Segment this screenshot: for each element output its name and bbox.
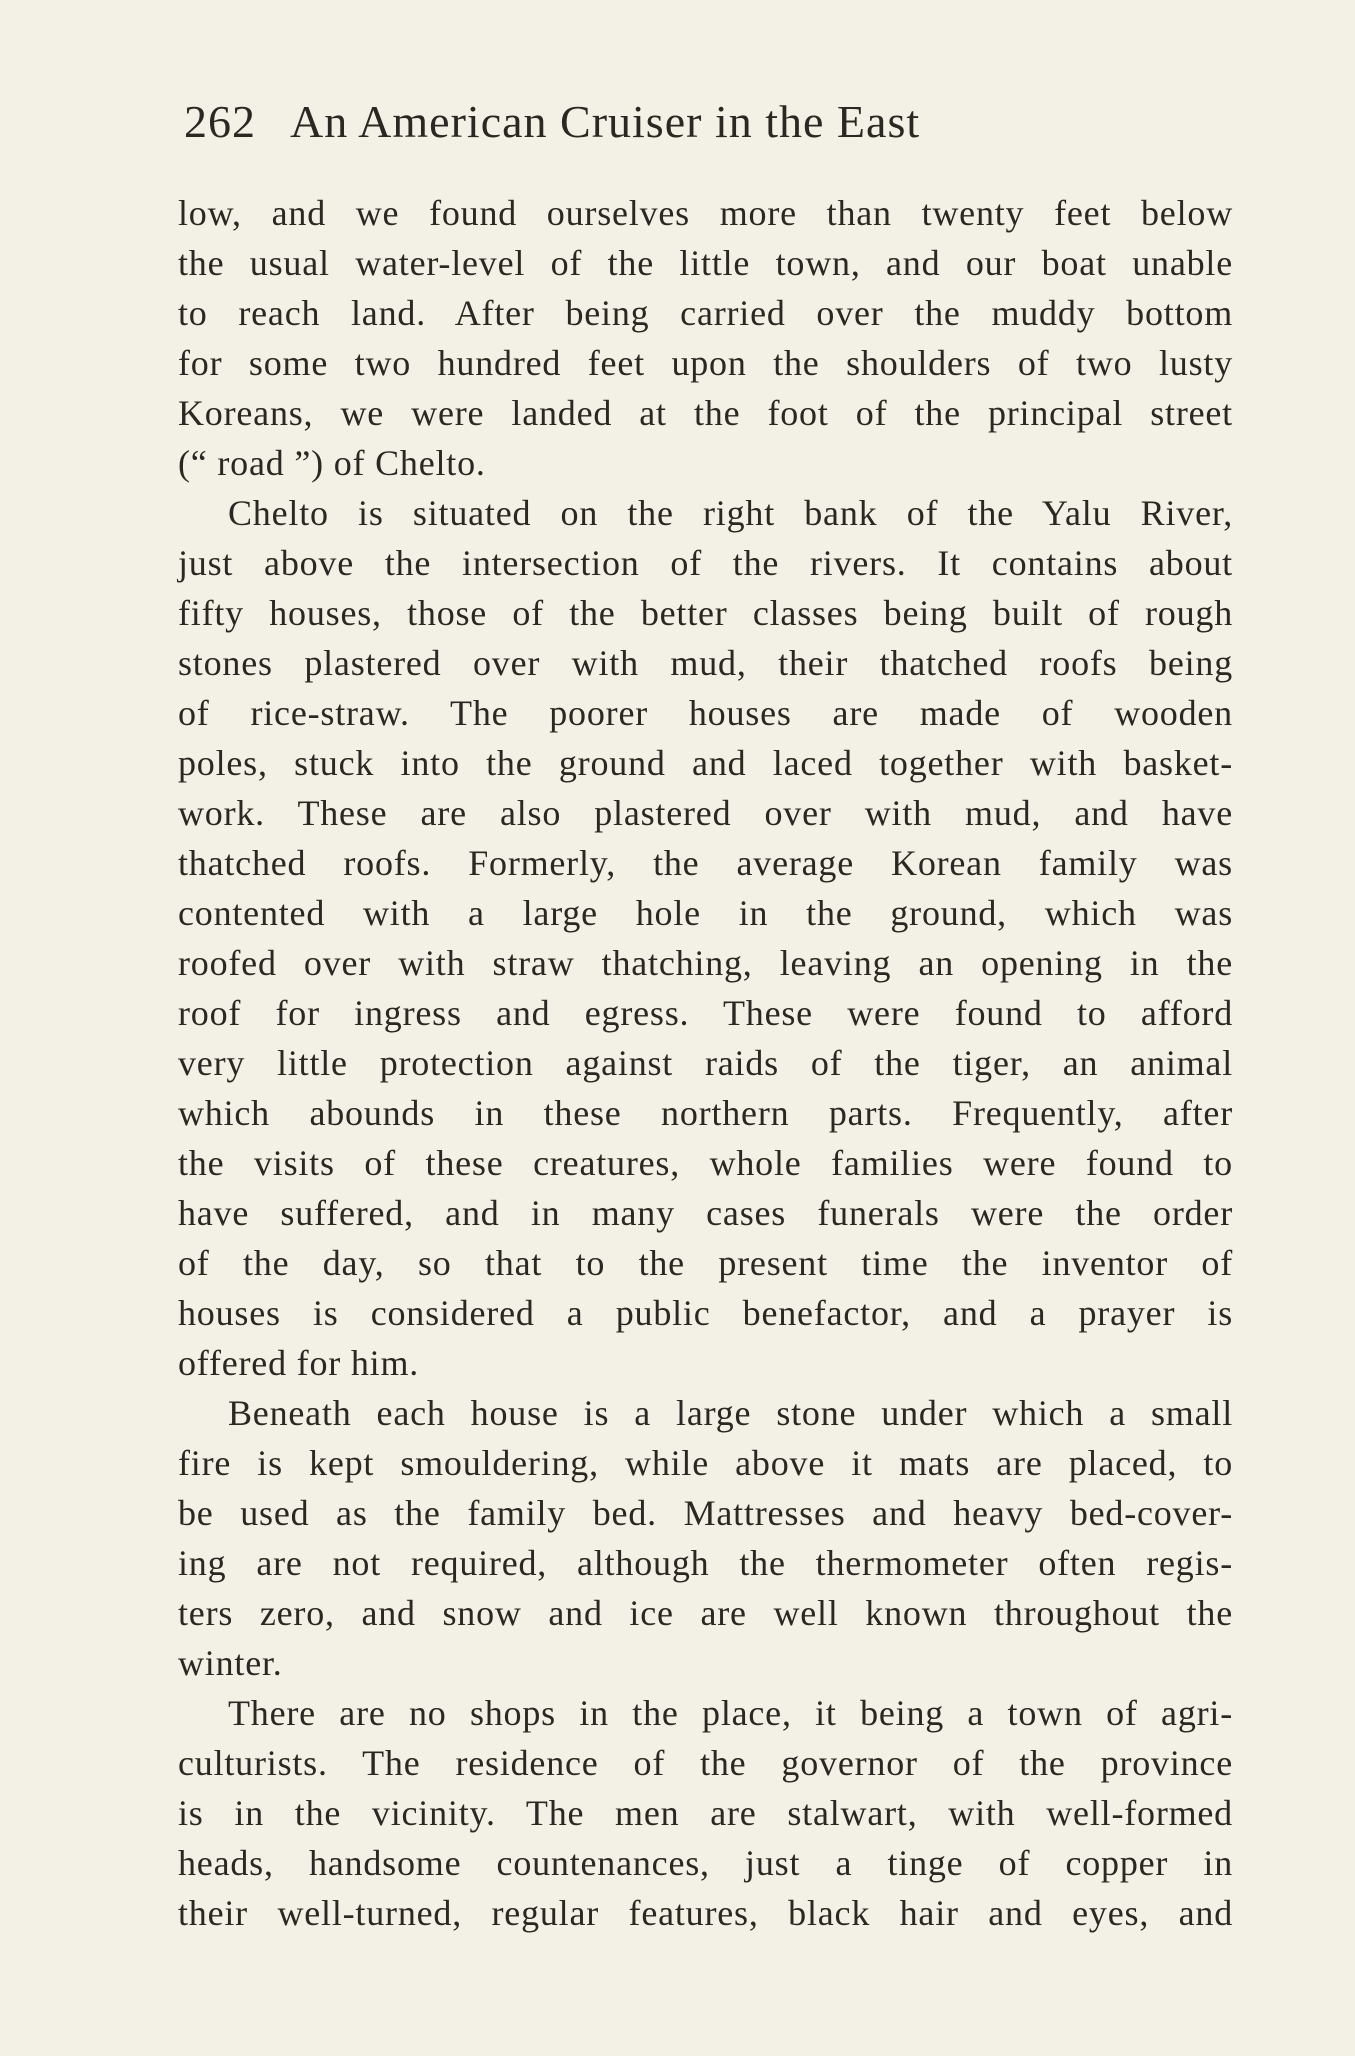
text-line: for some two hundred feet upon the shoulders of two lusty bbox=[178, 343, 1233, 383]
text-line: the visits of these creatures, whole families were found to bbox=[178, 1143, 1233, 1183]
text-line: stones plastered over with mud, their thatched roofs being bbox=[178, 643, 1233, 683]
text-line: culturists. The residence of the governor of the province bbox=[178, 1743, 1233, 1783]
text-line: Chelto is situated on the right bank of the Yalu River, bbox=[228, 493, 1233, 533]
text-line: fifty houses, those of the better classes being built of rough bbox=[178, 593, 1233, 633]
text-line: very little protection against raids of the tiger, an animal bbox=[178, 1043, 1233, 1083]
text-line: winter. bbox=[178, 1643, 283, 1683]
text-line: (“ road ”) of Chelto. bbox=[178, 443, 486, 483]
text-line: roofed over with straw thatching, leaving an opening in the bbox=[178, 943, 1233, 983]
text-line: just above the intersection of the rivers. It contains about bbox=[178, 543, 1233, 583]
text-line: Koreans, we were landed at the foot of the principal street bbox=[178, 393, 1233, 433]
text-line: There are no shops in the place, it being a town of agri- bbox=[228, 1693, 1233, 1733]
page-number: 262 bbox=[184, 96, 256, 147]
running-head bbox=[184, 92, 1129, 152]
text-line: work. These are also plastered over with mud, and have bbox=[178, 793, 1233, 833]
text-line: be used as the family bed. Mattresses and heavy bed-cover- bbox=[178, 1493, 1233, 1533]
text-line: low, and we found ourselves more than twenty feet below bbox=[178, 193, 1233, 233]
text-line: of the day, so that to the present time the inventor of bbox=[178, 1243, 1233, 1283]
text-line: is in the vicinity. The men are stalwart, with well-formed bbox=[178, 1793, 1233, 1833]
text-line: offered for him. bbox=[178, 1343, 420, 1383]
running-title: An American Cruiser in the East bbox=[290, 96, 921, 147]
text-line: Beneath each house is a large stone under which a small bbox=[228, 1393, 1233, 1433]
body-text bbox=[178, 188, 1233, 1938]
text-line: heads, handsome countenances, just a tinge of copper in bbox=[178, 1843, 1233, 1883]
text-line: thatched roofs. Formerly, the average Korean family was bbox=[178, 843, 1233, 883]
text-line: ters zero, and snow and ice are well known throughout the bbox=[178, 1593, 1233, 1633]
text-line: which abounds in these northern parts. Frequently, after bbox=[178, 1093, 1233, 1133]
text-line: fire is kept smouldering, while above it mats are placed, to bbox=[178, 1443, 1233, 1483]
text-line: roof for ingress and egress. These were found to afford bbox=[178, 993, 1233, 1033]
text-line: to reach land. After being carried over the muddy bottom bbox=[178, 293, 1233, 333]
text-line: houses is considered a public benefactor, and a prayer is bbox=[178, 1293, 1233, 1333]
text-line: the usual water-level of the little town, and our boat unable bbox=[178, 243, 1233, 283]
text-line: ing are not required, although the thermometer often regis- bbox=[178, 1543, 1233, 1583]
text-line: contented with a large hole in the ground, which was bbox=[178, 893, 1233, 933]
text-line: of rice-straw. The poorer houses are made of wooden bbox=[178, 693, 1233, 733]
text-line: poles, stuck into the ground and laced together with basket- bbox=[178, 743, 1233, 783]
text-line: have suffered, and in many cases funerals were the order bbox=[178, 1193, 1233, 1233]
text-line: their well-turned, regular features, black hair and eyes, and bbox=[178, 1893, 1233, 1933]
